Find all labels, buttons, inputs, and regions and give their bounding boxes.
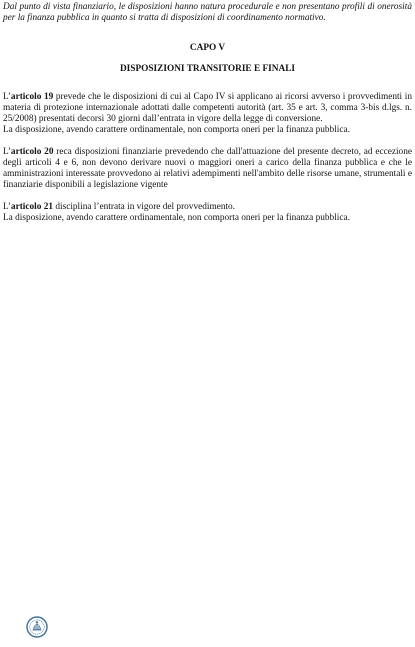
intro-paragraph: Dal punto di vista finanziario, le disposizioni hanno natura procedurale e non presentano profili di onerosità per la finanza pubblica in quanto si tratta di disposizioni di coordinamento normativo. <box>3 2 412 23</box>
article-19-block <box>3 92 412 136</box>
article-21-text: disciplina l’entrata in vigore del provvedimento. <box>53 202 236 212</box>
article-20-prefix: L’ <box>3 147 11 157</box>
senate-seal-icon <box>26 616 48 638</box>
article-19-text: prevede che le disposizioni di cui al Capo IV si applicano ai ricorsi avverso i provvedimenti in materia di protezione internazionale adottati dalle competenti autorità (art. 35 e art. 3, comma 3-bis d.lgs. n. 25/2008) presentati decorsi 30 giorni dall’entrata in vigore della legge di conversione. <box>3 92 412 124</box>
article-20-block <box>3 147 412 191</box>
chapter-title: CAPO V <box>189 43 226 53</box>
article-21-label: articolo 21 <box>10 202 54 212</box>
article-19-prefix: L’ <box>3 92 11 102</box>
chapter-subtitle: DISPOSIZIONI TRANSITORIE E FINALI <box>119 64 296 74</box>
article-21-paragraph <box>3 202 412 213</box>
document-page <box>3 2 412 224</box>
article-21-note: La disposizione, avendo carattere ordinamentale, non comporta oneri per la finanza pubblica. <box>3 213 350 223</box>
article-19-label: articolo 19 <box>10 92 54 102</box>
article-21-block <box>3 202 412 224</box>
article-20-text: reca disposizioni finanziarie prevedendo che dall'attuazione del presente decreto, ad eccezione degli articoli 4 e 6, non devono derivare nuovi o maggiori oneri a carico della finanza pubblica e che le amministrazioni interessate provvedono ai relativi adempimenti nell'ambito delle risorse umane, strumentali e finanziarie disponibili a legislazione vigente <box>3 147 412 190</box>
article-21-prefix: L’ <box>3 202 11 212</box>
article-19-note: La disposizione, avendo carattere ordinamentale, non comporta oneri per la finanza pubblica. <box>3 125 350 135</box>
article-19-paragraph <box>3 92 412 125</box>
article-20-label: articolo 20 <box>10 147 54 157</box>
article-20-paragraph <box>3 147 412 191</box>
